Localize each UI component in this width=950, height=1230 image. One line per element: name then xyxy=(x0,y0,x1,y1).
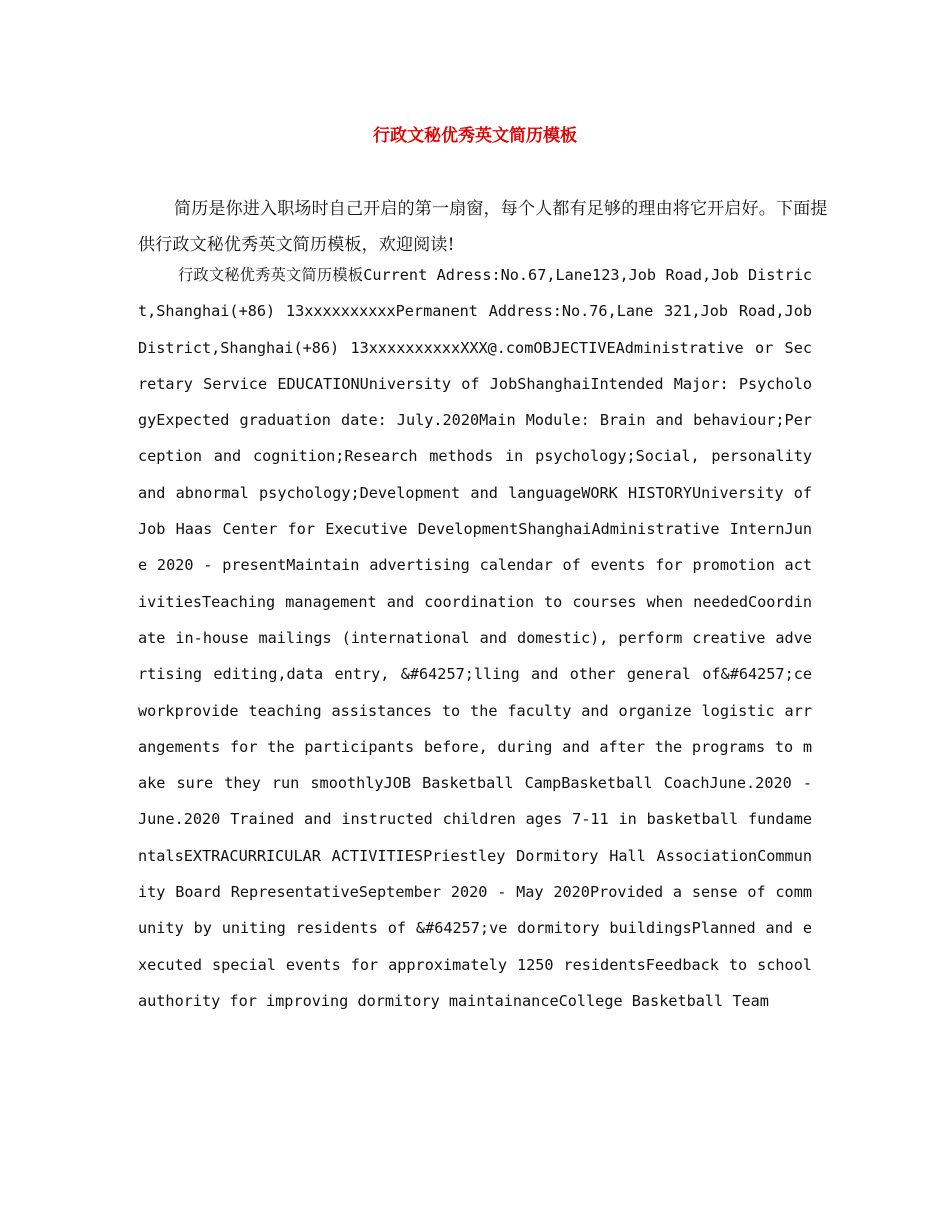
intro-paragraph: 简历是你进入职场时自己开启的第一扇窗，每个人都有足够的理由将它开启好。下面提供行政文秘优秀英文简历模板，欢迎阅读! xyxy=(138,199,828,255)
resume-body-paragraph: 行政文秘优秀英文简历模板Current Adress:No.67,Lane123,Job Road,Job District,Shanghai(+86) 13xxxxxxxxxxPermanent Address:No.76,Lane 321,Job Road,Job District,Shanghai(+86) 13xxxxxxxxxxXXX@.comOBJECTIVEAdministrative or Secretary Service EDUCATIONUniversity of JobShanghaiIntended Major: PsychologyExpected graduation date: July.2020Main Module: Brain and behaviour;Perception and cognition;Research methods in psychology;Social, personality and abnormal psychology;Development and languageWORK HISTORYUniversity of Job Haas Center for Executive DevelopmentShanghaiAdministrative InternJune 2020 - presentMaintain advertising calendar of events for promotion activitiesTeaching management and coordination to courses when neededCoordinate in-house mailings (international and domestic), perform creative advertising editing,data entry, &#64257;lling and other general of&#64257;ce workprovide teaching assistances to the faculty and organize logistic arrangements for the participants before, during and after the programs to make sure they run smoothlyJOB Basketball CampBasketball CoachJune.2020 - June.2020 Trained and instructed children ages 7-11 in basketball fundamentalsEXTRACURRICULAR ACTIVITIESPriestley Dormitory Hall AssociationCommunity Board RepresentativeSeptember 2020 - May 2020Provided a sense of community by uniting residents of &#64257;ve dormitory buildingsPlanned and executed special events for approximately 1250 residentsFeedback to school authority for improving dormitory maintainanceCollege Basketball Team xyxy=(138,266,812,1010)
document-title: 行政文秘优秀英文简历模板 xyxy=(373,126,577,146)
